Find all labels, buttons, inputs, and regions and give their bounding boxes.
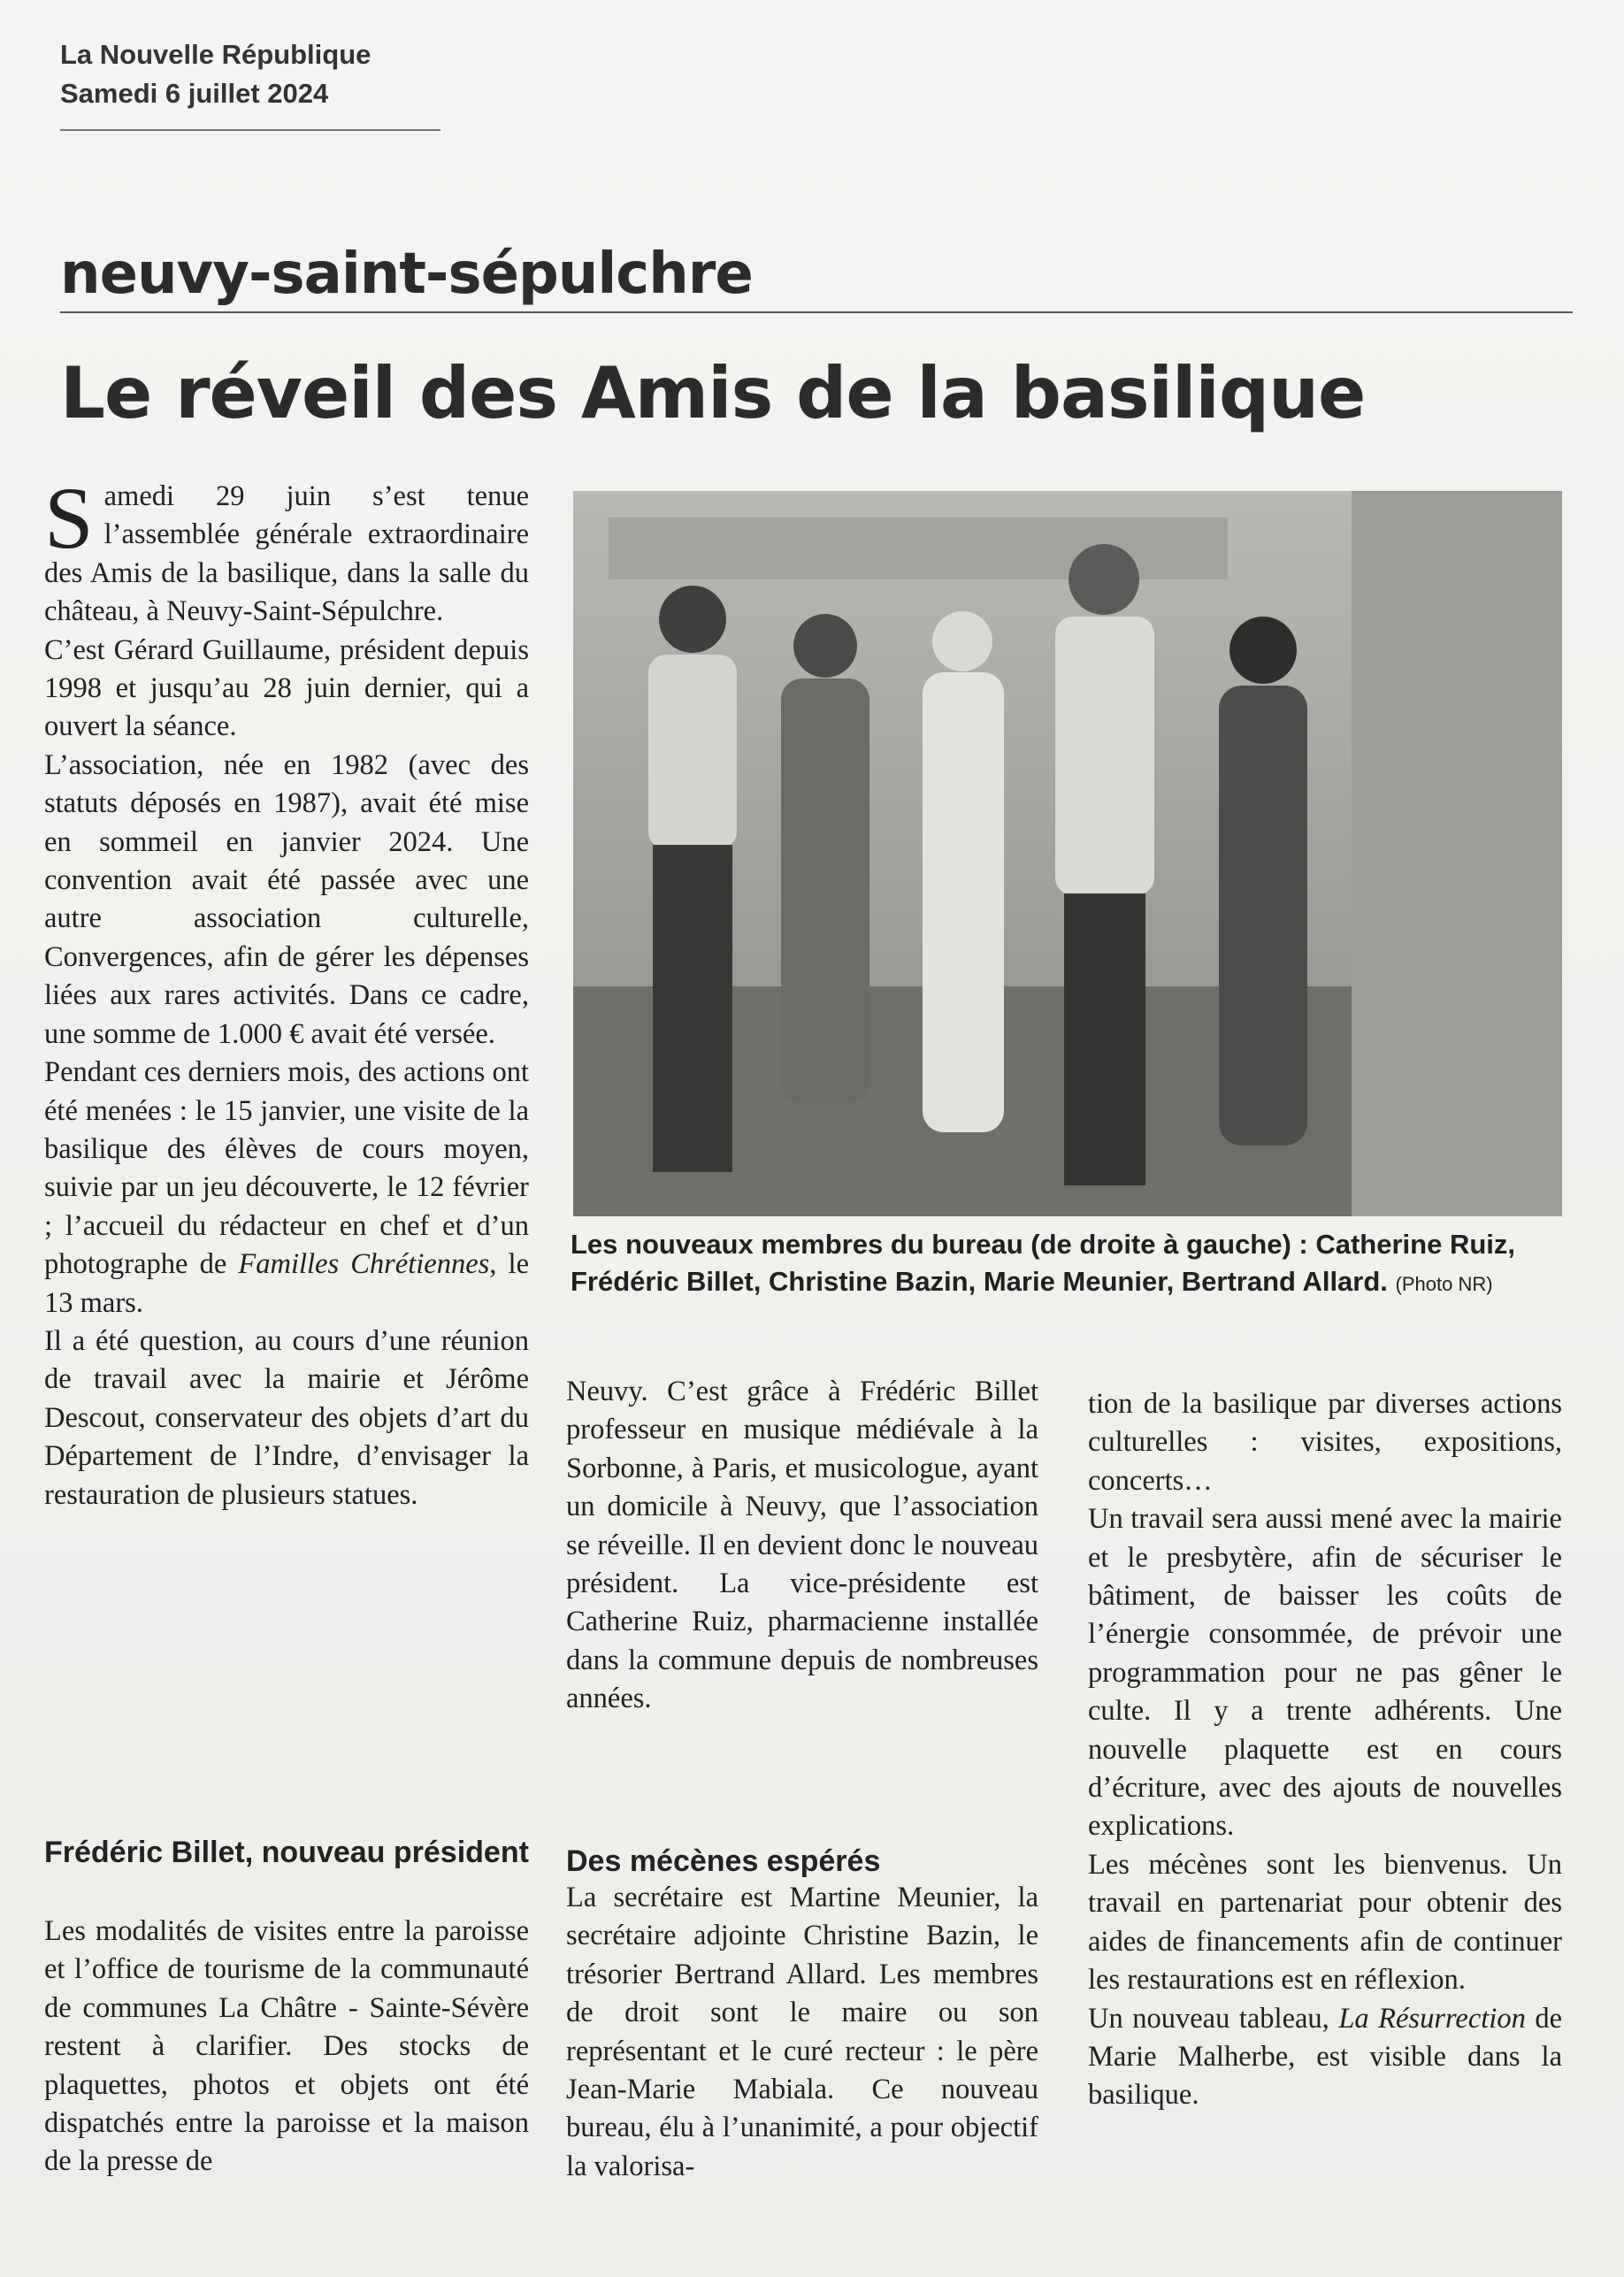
paragraph: La secrétaire est Martine Meunier, la secrétaire adjointe Christine Bazin, le trésorier Bertrand Allard. Les membres de droit sont le maire ou son représentant et le curé recteur : le père Jean-Marie Mabiala. Ce nouveau bureau, élu à l’unanimité, a pour objectif la valorisa- [566,1882,1038,2182]
paragraph: C’est Gérard Guillaume, président depuis 1998 et jusqu’au 28 juin dernier, qui a ouvert la séance. [44,633,529,743]
paragraph: Neuvy. C’est grâce à Frédéric Billet professeur en musique médiévale à la Sorbonne, à Paris, et musicologue, ayant un domicile à Neuvy, que l’association se réveille. Il en devient donc le nouveau président. La vice-présidente est Catherine Ruiz, pharmacienne installée dans la commune depuis de nombreuses années. [566,1376,1038,1715]
article-headline: Le réveil des Amis de la basilique [60,352,1366,434]
masthead-divider [60,129,440,131]
subheading-patrons: Des mécènes espérés [566,1844,881,1878]
article-column-2 [566,1373,1038,1719]
painting-title: La Résurrection [1338,2002,1526,2035]
caption-text: Les nouveaux membres du bureau (de droite à gauche) : Catherine Ruiz, Frédéric Billet, Christine Bazin, Marie Meunier, Bertrand Allard. [571,1229,1516,1297]
paragraph: tion de la basilique par diverses actions culturelles : visites, expositions, concerts… [1088,1388,1562,1497]
group-photo-illustration [573,491,1562,1216]
paragraph [44,469,529,632]
person-catherine-ruiz [1219,617,1307,1146]
paragraph-text: Pendant ces derniers mois, des actions ont été menées : le 15 janvier, une visite de la basilique des élèves de cours moyen, suivie par un jeu découverte, le 12 février ; l’accueil du rédacteur en chef et d’un photographe de [44,1056,529,1281]
subheading-new-president: Frédéric Billet, nouveau président [44,1836,529,1869]
paragraph [44,1054,529,1322]
paragraph: L’association, née en 1982 (avec des statuts déposés en 1987), avait été mise en sommeil en janvier 2024. Une convention avait été passée avec une autre association culturelle, Convergences, afin de gérer les dépenses liées aux rares activités. Dans ce cadre, une somme de 1.000 € avait été versée. [44,748,529,1050]
paragraph [1088,2000,1562,2115]
paragraph-text: de Marie Malherbe, est visible dans la basilique. [1088,2002,1563,2112]
paragraph-text: amedi 29 juin s’est tenue l’assemblée générale extraordinaire des Amis de la basilique, dans la salle du château, à Neuvy-Saint-Sépulchre. [44,480,529,628]
person-christine-bazin [923,611,1004,1132]
magazine-title: Familles Chrétiennes [238,1248,490,1281]
section-title: neuvy-saint-sépulchre [60,242,753,307]
paragraph: Les mécènes sont les bienvenus. Un travail en partenariat pour obtenir des aides de financements afin de continuer les restaurations est en réflexion. [1088,1848,1562,1997]
paragraph: Il a été question, au cours d’une réunion de travail avec la mairie et Jérôme Descout, conservateur des objets d’art du Département de l’Indre, d’envisager la restauration de plusieurs statues. [44,1324,529,1511]
building-right [1352,491,1562,1216]
photo-credit: (Photo NR) [1395,1273,1493,1295]
drop-cap: S [44,469,94,567]
section-divider [60,311,1573,313]
paragraph-text: , le 13 mars. [44,1248,529,1319]
paragraph: Les modalités de visites entre la paroisse et l’office de tourisme de la communauté de communes La Châtre - Sainte-Sévère restent à clarifier. Des stocks de plaquettes, photos et objets ont été dispatchés entre la paroisse et la maison de la presse de [44,1915,529,2178]
masthead [60,35,440,113]
person-frederic-billet [1055,544,1154,1185]
article-column-3 [1088,1385,1562,2115]
newspaper-name: La Nouvelle République [60,39,372,70]
person-marie-meunier [781,614,869,1103]
paragraph: Un travail sera aussi mené avec la mairie et le presbytère, afin de sécuriser le bâtiment, de baisser les coûts de l’énergie consommée, de prévoir une programmation pour ne pas gêner le culte. Il y a trente adhérents. Une nouvelle plaquette est en cours d’écriture, avec des ajouts de nouvelles explications. [1088,1503,1562,1843]
publication-date: Samedi 6 juillet 2024 [60,78,329,109]
article-column-1 [44,469,529,1514]
person-bertrand-allard [648,586,737,1172]
article-column-1-continued [44,1913,529,2181]
paragraph-text: Un nouveau tableau, [1088,2002,1339,2035]
article-photo [573,491,1562,1216]
photo-caption [571,1226,1579,1303]
article-column-2-continued [566,1879,1038,2186]
